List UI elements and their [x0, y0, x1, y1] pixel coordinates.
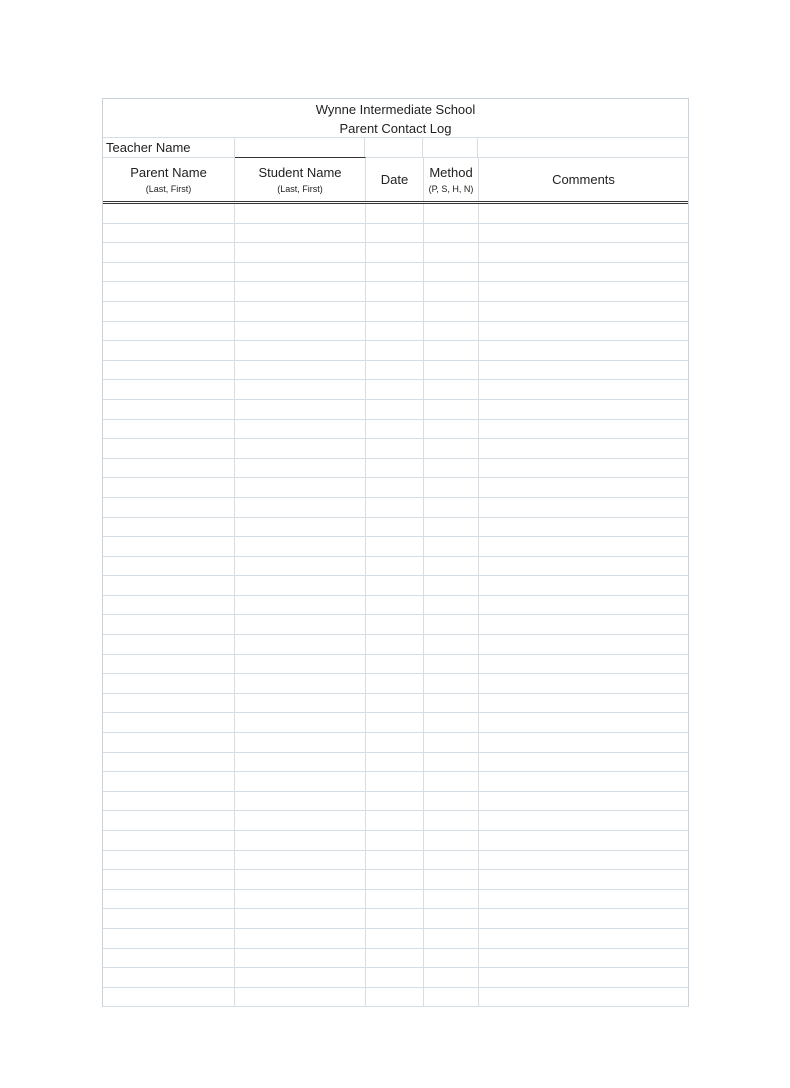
student-name-cell[interactable]	[235, 792, 366, 811]
student-name-cell[interactable]	[235, 420, 366, 439]
method-cell[interactable]	[424, 576, 479, 595]
student-name-cell[interactable]	[235, 322, 366, 341]
method-cell[interactable]	[424, 870, 479, 889]
parent-name-cell[interactable]	[103, 870, 235, 889]
student-name-cell[interactable]	[235, 263, 366, 282]
student-name-cell[interactable]	[235, 929, 366, 948]
comments-cell[interactable]	[479, 870, 688, 889]
student-name-cell[interactable]	[235, 694, 366, 713]
table-row	[103, 576, 688, 596]
table-row	[103, 380, 688, 400]
table-row	[103, 478, 688, 498]
table-row	[103, 968, 688, 988]
table-row	[103, 890, 688, 910]
student-name-cell[interactable]	[235, 713, 366, 732]
comments-cell[interactable]	[479, 400, 688, 419]
student-name-cell[interactable]	[235, 478, 366, 497]
title-block	[103, 99, 688, 138]
method-cell[interactable]	[424, 949, 479, 968]
student-name-cell[interactable]	[235, 204, 366, 223]
parent-name-cell[interactable]	[103, 772, 235, 791]
parent-name-cell[interactable]	[103, 380, 235, 399]
method-cell[interactable]	[424, 380, 479, 399]
student-name-cell[interactable]	[235, 302, 366, 321]
date-cell[interactable]	[366, 713, 424, 732]
table-row	[103, 949, 688, 969]
parent-name-cell[interactable]	[103, 792, 235, 811]
date-cell[interactable]	[366, 772, 424, 791]
date-cell[interactable]	[366, 282, 424, 301]
date-cell[interactable]	[366, 302, 424, 321]
parent-name-cell[interactable]	[103, 811, 235, 830]
method-cell[interactable]	[424, 890, 479, 909]
method-cell[interactable]	[424, 557, 479, 576]
comments-cell[interactable]	[479, 263, 688, 282]
date-cell[interactable]	[366, 361, 424, 380]
parent-name-cell[interactable]	[103, 459, 235, 478]
table-row	[103, 831, 688, 851]
student-name-cell[interactable]	[235, 576, 366, 595]
parent-name-cell[interactable]	[103, 949, 235, 968]
parent-name-cell[interactable]	[103, 851, 235, 870]
method-cell[interactable]	[424, 851, 479, 870]
method-cell[interactable]	[424, 263, 479, 282]
method-cell[interactable]	[424, 518, 479, 537]
method-cell[interactable]	[424, 322, 479, 341]
parent-name-cell[interactable]	[103, 831, 235, 850]
parent-name-header	[103, 158, 235, 201]
student-name-cell[interactable]	[235, 909, 366, 928]
comments-cell[interactable]	[479, 811, 688, 830]
parent-name-cell[interactable]	[103, 282, 235, 301]
student-name-cell[interactable]	[235, 655, 366, 674]
teacher-row-blank-cell	[478, 138, 688, 157]
date-cell[interactable]	[366, 400, 424, 419]
date-cell[interactable]	[366, 870, 424, 889]
comments-cell[interactable]	[479, 518, 688, 537]
table-row	[103, 537, 688, 557]
method-header	[424, 158, 479, 201]
student-name-cell[interactable]	[235, 439, 366, 458]
date-cell[interactable]	[366, 322, 424, 341]
student-name-cell[interactable]	[235, 459, 366, 478]
comments-cell[interactable]	[479, 929, 688, 948]
teacher-name-label: Teacher Name	[106, 140, 191, 155]
comments-cell[interactable]	[479, 459, 688, 478]
student-name-cell[interactable]	[235, 341, 366, 360]
student-name-header	[235, 157, 366, 201]
date-cell[interactable]	[366, 263, 424, 282]
date-cell[interactable]	[366, 243, 424, 262]
comments-cell[interactable]	[479, 498, 688, 517]
table-row	[103, 224, 688, 244]
method-cell[interactable]	[424, 753, 479, 772]
method-cell[interactable]	[424, 204, 479, 223]
contact-log-sheet	[102, 98, 689, 1007]
date-cell[interactable]	[366, 380, 424, 399]
method-cell[interactable]	[424, 655, 479, 674]
table-row	[103, 929, 688, 949]
table-row	[103, 753, 688, 773]
method-cell[interactable]	[424, 831, 479, 850]
method-header-label: Method	[429, 164, 473, 180]
comments-cell[interactable]	[479, 792, 688, 811]
student-name-cell[interactable]	[235, 498, 366, 517]
student-name-cell[interactable]	[235, 674, 366, 693]
parent-name-cell[interactable]	[103, 596, 235, 615]
parent-name-cell[interactable]	[103, 498, 235, 517]
date-cell[interactable]	[366, 733, 424, 752]
method-cell[interactable]	[424, 478, 479, 497]
date-cell[interactable]	[366, 224, 424, 243]
comments-cell[interactable]	[479, 988, 688, 1007]
student-name-header-label: Student Name	[258, 164, 342, 180]
student-name-cell[interactable]	[235, 772, 366, 791]
student-name-cell[interactable]	[235, 224, 366, 243]
table-row	[103, 263, 688, 283]
student-name-cell[interactable]	[235, 243, 366, 262]
parent-name-cell[interactable]	[103, 224, 235, 243]
table-row	[103, 204, 688, 224]
method-cell[interactable]	[424, 968, 479, 987]
parent-name-cell[interactable]	[103, 420, 235, 439]
date-cell[interactable]	[366, 988, 424, 1007]
comments-cell[interactable]	[479, 615, 688, 634]
parent-name-cell[interactable]	[103, 243, 235, 262]
date-cell[interactable]	[366, 890, 424, 909]
date-cell[interactable]	[366, 851, 424, 870]
method-cell[interactable]	[424, 596, 479, 615]
date-cell[interactable]	[366, 831, 424, 850]
date-cell[interactable]	[366, 498, 424, 517]
student-name-cell[interactable]	[235, 890, 366, 909]
parent-name-cell[interactable]	[103, 263, 235, 282]
method-cell[interactable]	[424, 615, 479, 634]
table-row	[103, 243, 688, 263]
student-name-cell[interactable]	[235, 615, 366, 634]
date-cell[interactable]	[366, 615, 424, 634]
student-name-header-format: (Last, First)	[277, 183, 323, 194]
date-cell[interactable]	[366, 968, 424, 987]
method-cell[interactable]	[424, 635, 479, 654]
log-entry-rows	[103, 204, 688, 1007]
table-row	[103, 420, 688, 440]
student-name-cell[interactable]	[235, 733, 366, 752]
table-row	[103, 361, 688, 381]
student-name-cell[interactable]	[235, 596, 366, 615]
parent-name-cell[interactable]	[103, 988, 235, 1007]
date-cell[interactable]	[366, 518, 424, 537]
student-name-cell[interactable]	[235, 988, 366, 1007]
student-name-cell[interactable]	[235, 870, 366, 889]
comments-cell[interactable]	[479, 380, 688, 399]
comments-cell[interactable]	[479, 478, 688, 497]
comments-cell[interactable]	[479, 557, 688, 576]
table-row	[103, 713, 688, 733]
table-row	[103, 459, 688, 479]
comments-cell[interactable]	[479, 713, 688, 732]
date-header-label: Date	[380, 171, 409, 187]
method-cell[interactable]	[424, 341, 479, 360]
parent-name-cell[interactable]	[103, 204, 235, 223]
table-row	[103, 655, 688, 675]
parent-name-cell[interactable]	[103, 968, 235, 987]
method-header-format: (P, S, H, N)	[428, 183, 474, 194]
date-cell[interactable]	[366, 341, 424, 360]
method-cell[interactable]	[424, 243, 479, 262]
method-cell[interactable]	[424, 792, 479, 811]
method-cell[interactable]	[424, 439, 479, 458]
comments-cell[interactable]	[479, 674, 688, 693]
comments-cell[interactable]	[479, 772, 688, 791]
table-row	[103, 733, 688, 753]
comments-cell[interactable]	[479, 655, 688, 674]
parent-name-cell[interactable]	[103, 400, 235, 419]
comments-cell[interactable]	[479, 341, 688, 360]
table-row	[103, 518, 688, 538]
student-name-cell[interactable]	[235, 753, 366, 772]
parent-name-cell[interactable]	[103, 302, 235, 321]
date-cell[interactable]	[366, 204, 424, 223]
table-row	[103, 870, 688, 890]
method-cell[interactable]	[424, 909, 479, 928]
table-row	[103, 988, 688, 1008]
parent-name-cell[interactable]	[103, 439, 235, 458]
student-name-cell[interactable]	[235, 282, 366, 301]
method-cell[interactable]	[424, 694, 479, 713]
table-row	[103, 811, 688, 831]
comments-cell[interactable]	[479, 243, 688, 262]
date-cell[interactable]	[366, 655, 424, 674]
date-cell[interactable]	[366, 576, 424, 595]
date-header	[366, 158, 424, 201]
parent-name-cell[interactable]	[103, 713, 235, 732]
parent-name-header-label: Parent Name	[130, 164, 207, 180]
comments-cell[interactable]	[479, 831, 688, 850]
table-row	[103, 909, 688, 929]
comments-cell[interactable]	[479, 694, 688, 713]
comments-header	[479, 158, 688, 201]
comments-cell[interactable]	[479, 302, 688, 321]
parent-name-cell[interactable]	[103, 909, 235, 928]
method-cell[interactable]	[424, 733, 479, 752]
date-cell[interactable]	[366, 420, 424, 439]
parent-name-cell[interactable]	[103, 635, 235, 654]
parent-name-cell[interactable]	[103, 694, 235, 713]
method-cell[interactable]	[424, 988, 479, 1007]
date-cell[interactable]	[366, 949, 424, 968]
method-cell[interactable]	[424, 224, 479, 243]
date-cell[interactable]	[366, 811, 424, 830]
parent-name-cell[interactable]	[103, 518, 235, 537]
comments-cell[interactable]	[479, 439, 688, 458]
student-name-cell[interactable]	[235, 851, 366, 870]
comments-cell[interactable]	[479, 968, 688, 987]
student-name-cell[interactable]	[235, 811, 366, 830]
parent-name-cell[interactable]	[103, 674, 235, 693]
date-cell[interactable]	[366, 635, 424, 654]
parent-name-cell[interactable]	[103, 890, 235, 909]
method-cell[interactable]	[424, 772, 479, 791]
method-cell[interactable]	[424, 811, 479, 830]
school-title: Wynne Intermediate School	[315, 102, 476, 117]
method-cell[interactable]	[424, 713, 479, 732]
student-name-cell[interactable]	[235, 968, 366, 987]
table-row	[103, 341, 688, 361]
table-row	[103, 772, 688, 792]
date-cell[interactable]	[366, 674, 424, 693]
student-name-cell[interactable]	[235, 361, 366, 380]
parent-name-cell[interactable]	[103, 576, 235, 595]
method-cell[interactable]	[424, 674, 479, 693]
student-name-cell[interactable]	[235, 400, 366, 419]
date-cell[interactable]	[366, 694, 424, 713]
parent-name-cell[interactable]	[103, 655, 235, 674]
parent-name-cell[interactable]	[103, 615, 235, 634]
date-cell[interactable]	[366, 929, 424, 948]
comments-cell[interactable]	[479, 322, 688, 341]
table-row	[103, 635, 688, 655]
comments-cell[interactable]	[479, 420, 688, 439]
student-name-cell[interactable]	[235, 949, 366, 968]
table-row	[103, 792, 688, 812]
method-cell[interactable]	[424, 929, 479, 948]
comments-cell[interactable]	[479, 204, 688, 223]
student-name-cell[interactable]	[235, 635, 366, 654]
comments-cell[interactable]	[479, 909, 688, 928]
comments-cell[interactable]	[479, 635, 688, 654]
comments-cell[interactable]	[479, 733, 688, 752]
method-cell[interactable]	[424, 537, 479, 556]
table-row	[103, 851, 688, 871]
comments-cell[interactable]	[479, 537, 688, 556]
method-cell[interactable]	[424, 459, 479, 478]
date-cell[interactable]	[366, 478, 424, 497]
method-cell[interactable]	[424, 302, 479, 321]
student-name-cell[interactable]	[235, 380, 366, 399]
method-cell[interactable]	[424, 420, 479, 439]
column-header-row	[103, 158, 688, 204]
date-cell[interactable]	[366, 792, 424, 811]
table-row	[103, 694, 688, 714]
table-row	[103, 596, 688, 616]
parent-name-cell[interactable]	[103, 341, 235, 360]
comments-cell[interactable]	[479, 596, 688, 615]
student-name-cell[interactable]	[235, 518, 366, 537]
table-row	[103, 498, 688, 518]
method-cell[interactable]	[424, 282, 479, 301]
student-name-cell[interactable]	[235, 831, 366, 850]
parent-name-cell[interactable]	[103, 478, 235, 497]
parent-name-header-format: (Last, First)	[145, 183, 192, 194]
comments-cell[interactable]	[479, 753, 688, 772]
teacher-row-blank-cell	[423, 138, 478, 157]
parent-name-cell[interactable]	[103, 557, 235, 576]
table-row	[103, 674, 688, 694]
comments-cell[interactable]	[479, 890, 688, 909]
table-row	[103, 322, 688, 342]
comments-cell[interactable]	[479, 282, 688, 301]
date-cell[interactable]	[366, 439, 424, 458]
comments-cell[interactable]	[479, 361, 688, 380]
date-cell[interactable]	[366, 909, 424, 928]
comments-cell[interactable]	[479, 851, 688, 870]
teacher-row	[103, 138, 688, 158]
student-name-cell[interactable]	[235, 557, 366, 576]
parent-name-cell[interactable]	[103, 322, 235, 341]
date-cell[interactable]	[366, 753, 424, 772]
comments-header-label: Comments	[552, 171, 615, 187]
method-cell[interactable]	[424, 498, 479, 517]
comments-cell[interactable]	[479, 224, 688, 243]
comments-cell[interactable]	[479, 949, 688, 968]
table-row	[103, 439, 688, 459]
log-subtitle: Parent Contact Log	[339, 121, 452, 136]
date-cell[interactable]	[366, 459, 424, 478]
student-name-cell[interactable]	[235, 537, 366, 556]
teacher-row-blank-cell	[365, 138, 423, 157]
parent-name-cell[interactable]	[103, 733, 235, 752]
table-row	[103, 302, 688, 322]
parent-name-cell[interactable]	[103, 929, 235, 948]
table-row	[103, 615, 688, 635]
parent-name-cell[interactable]	[103, 361, 235, 380]
table-row	[103, 557, 688, 577]
parent-name-cell[interactable]	[103, 537, 235, 556]
table-row	[103, 282, 688, 302]
date-cell[interactable]	[366, 557, 424, 576]
parent-name-cell[interactable]	[103, 753, 235, 772]
date-cell[interactable]	[366, 596, 424, 615]
method-cell[interactable]	[424, 400, 479, 419]
table-row	[103, 400, 688, 420]
method-cell[interactable]	[424, 361, 479, 380]
comments-cell[interactable]	[479, 576, 688, 595]
date-cell[interactable]	[366, 537, 424, 556]
teacher-name-field[interactable]	[234, 138, 365, 157]
